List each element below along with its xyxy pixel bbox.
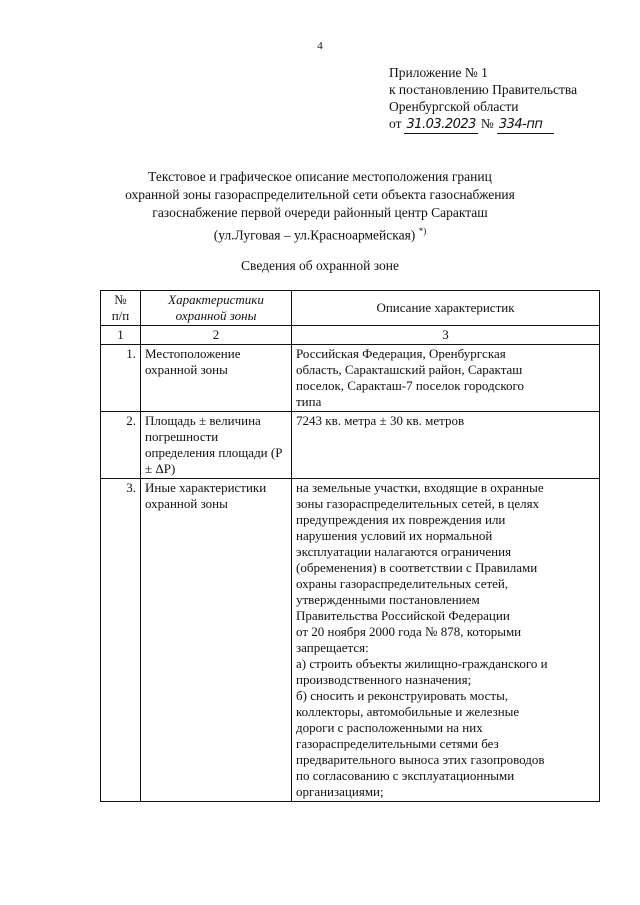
title-line-4-text: (ул.Луговая – ул.Красноармейская) [213,227,416,243]
appendix-line-1: Приложение № 1 [389,65,488,80]
appendix-line-3: Оренбургской области [389,99,519,114]
appendix-header [389,64,577,134]
title-line-2: охранной зоны газораспределительной сети объекта газоснабжения [125,187,515,202]
table-row [101,412,600,479]
row-description: 7243 кв. метра ± 30 кв. метров [292,412,600,479]
appendix-line-2: к постановлению Правительства [389,82,578,97]
row-description: на земельные участки, входящие в охранные зоны газораспределительных сетей, в целях предупреждения их повреждения или нарушения условий их нормальной эксплуатации налагаются ограничения (обременения) в соответствии с Правилами охраны газораспределительных сетей, утвержденными постановлением Правительства Российской Федерации от 20 ноября 2000 года № 878, которыми запрещается: а) строить объекты жилищно-гражданского и производственного назначения; б) сносить и реконструировать мосты, коллекторы, автомобильные и железные дороги с расположенными на них газораспределительными сетями без предварительного выноса этих газопроводов по согласованию с эксплуатационными организациями; [292,479,600,802]
row-characteristic: Площадь ± величина погрешности определения площади (P ± ΔP) [141,412,292,479]
table-row [101,479,600,802]
section-subtitle: Сведения об охранной зоне [241,258,399,273]
row-number: 2. [101,412,141,479]
document-title [90,168,550,245]
title-line-1: Текстовое и графическое описание местоположения границ [148,169,492,184]
index-cell-3: 3 [292,326,600,345]
index-cell-2: 2 [141,326,292,345]
footnote-mark: *) [418,226,427,236]
handwritten-number: 334-пп [497,116,555,134]
header-description: Описание характеристик [292,291,600,326]
protection-zone-table [100,290,600,802]
title-line-3: газоснабжение первой очереди районный центр Саракташ [152,205,488,220]
title-line-4 [90,222,550,245]
index-cell-1: 1 [101,326,141,345]
row-number: 3. [101,479,141,802]
header-number: № п/п [101,291,141,326]
row-number: 1. [101,345,141,412]
date-prefix: от [389,116,402,131]
header-characteristics: Характеристики охранной зоны [141,291,292,326]
table-index-row [101,326,600,345]
appendix-line-4 [389,115,577,134]
page-number: 4 [317,40,323,52]
table-header-row [101,291,600,326]
row-characteristic: Иные характеристики охранной зоны [141,479,292,802]
number-sign: № [480,116,494,131]
row-characteristic: Местоположение охранной зоны [141,345,292,412]
row-description: Российская Федерация, Оренбургская область, Саракташский район, Саракташ поселок, Саракташ-7 поселок городского типа [292,345,600,412]
handwritten-date: 31.03.2023 [406,117,476,132]
table-row [101,345,600,412]
